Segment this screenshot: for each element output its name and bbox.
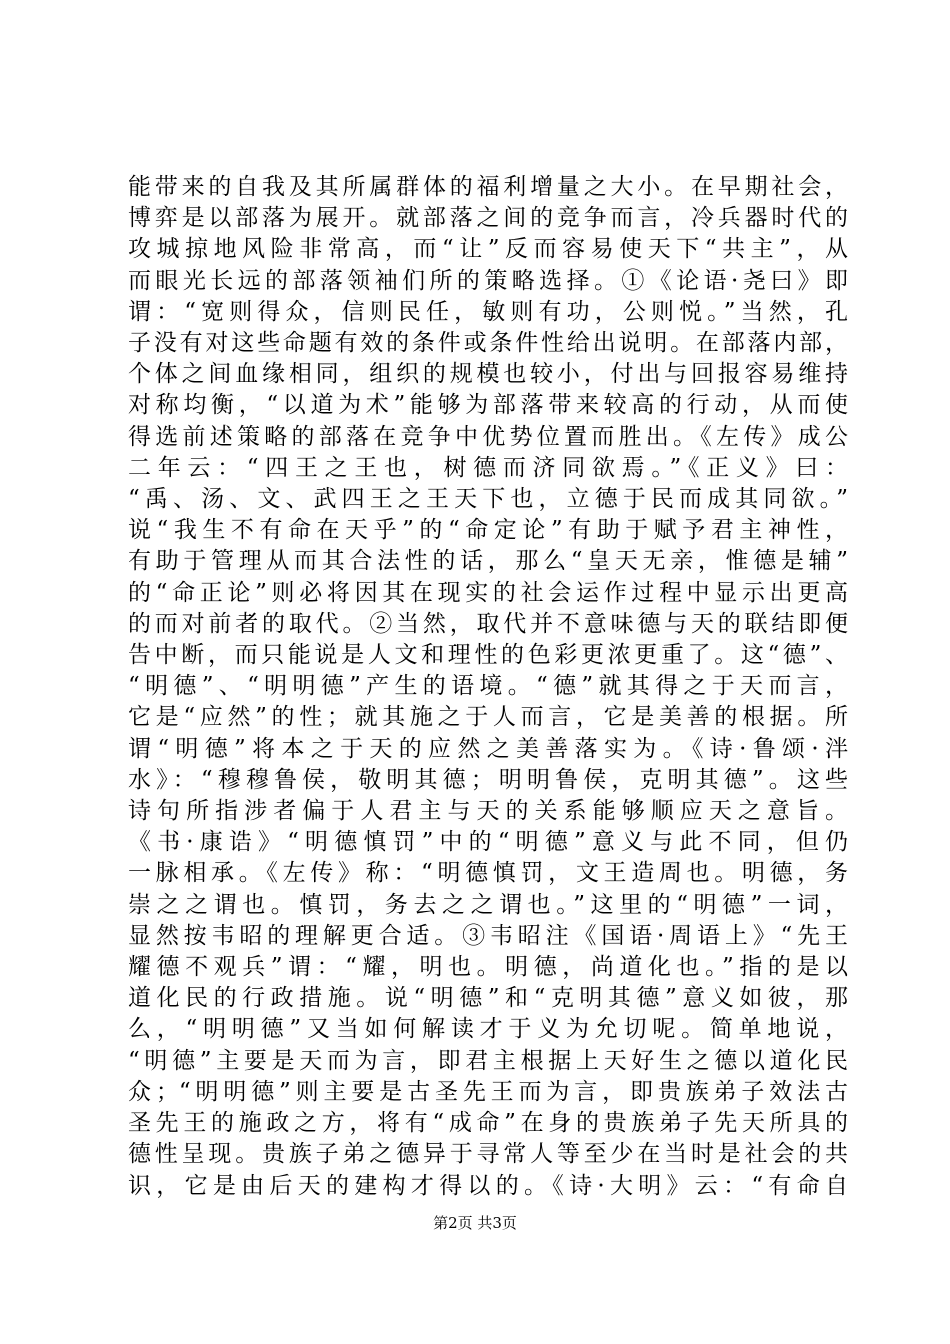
text-line: 水》：“穆穆鲁侯，敬明其德；明明鲁侯，克明其德”。这些 <box>128 766 848 793</box>
text-line: 能带来的自我及其所属群体的福利增量之大小。在早期社会， <box>128 174 848 200</box>
text-line: 个体之间血缘相同，组织的规模也较小，付出与回报容易维持 <box>128 361 848 388</box>
text-line: “明德”、“明明德”产生的语境。“德”就其得之于天而言， <box>128 673 848 700</box>
text-line: 而眼光长远的部落领袖们所的策略选择。①《论语·尧曰》即 <box>128 267 848 294</box>
text-line: 二年云：“四王之王也，树德而济同欲焉。”《正义》曰： <box>128 454 848 481</box>
page-number-label: 第2页 共3页 <box>433 1214 517 1232</box>
text-line: “明德”主要是天而为言，即君主根据上天好生之德以道化民 <box>128 1047 848 1074</box>
text-line: 得选前述策略的部落在竞争中优势位置而胜出。《左传》成公 <box>128 423 848 450</box>
text-line: 攻城掠地风险非常高，而“让”反而容易使天下“共主”，从 <box>128 236 848 263</box>
body-text <box>128 172 848 1202</box>
text-line: 谓：“宽则得众，信则民任，敏则有功，公则悦。”当然，孔 <box>128 298 848 325</box>
text-line: “禹、汤、文、武四王之王天下也，立德于民而成其同欲。” <box>128 486 848 513</box>
text-line: 告中断，而只能说是人文和理性的色彩更浓更重了。这“德”、 <box>128 642 848 669</box>
text-line: 的“命正论”则必将因其在现实的社会运作过程中显示出更高 <box>128 579 848 606</box>
text-line: 识，它是由后天的建构才得以的。《诗·大明》云：“有命自 <box>128 1172 848 1199</box>
text-line: 说“我生不有命在天乎”的“命定论”有助于赋予君主神性， <box>128 517 848 544</box>
text-line: 道化民的行政措施。说“明德”和“克明其德”意义如彼，那 <box>128 985 848 1012</box>
text-line: 子没有对这些命题有效的条件或条件性给出说明。在部落内部， <box>128 330 848 357</box>
text-line: 有助于管理从而其合法性的话，那么“皇天无亲，惟德是辅” <box>128 548 848 575</box>
text-line: 圣先王的施政之方，将有“成命”在身的贵族弟子先天所具的 <box>128 1110 848 1137</box>
text-line: 的而对前者的取代。②当然，取代并不意味德与天的联结即便 <box>128 610 848 637</box>
text-line: 崇之之谓也。慎罚，务去之之谓也。”这里的“明德”一词， <box>128 891 848 918</box>
text-line: 么，“明明德”又当如何解读才于义为允切呢。简单地说， <box>128 1016 848 1043</box>
text-line: 它是“应然”的性；就其施之于人而言，它是美善的根据。所 <box>128 704 848 731</box>
text-line: 博弈是以部落为展开。就部落之间的竞争而言，冷兵器时代的 <box>128 205 848 232</box>
text-line: 谓“明德”将本之于天的应然之美善落实为。《诗·鲁颂·泮 <box>128 735 848 762</box>
text-line: 一脉相承。《左传》称：“明德慎罚，文王造周也。明德，务 <box>128 860 848 887</box>
text-line: 对称均衡，“以道为术”能够为部落带来较高的行动，从而使 <box>128 392 848 419</box>
text-line: 显然按韦昭的理解更合适。③韦昭注《国语·周语上》“先王 <box>128 922 848 949</box>
page-footer <box>0 1213 950 1233</box>
text-line: 德性呈现。贵族子弟之德异于寻常人等至少在当时是社会的共 <box>128 1141 848 1168</box>
text-line: 众；“明明德”则主要是古圣先王而为言，即贵族弟子效法古 <box>128 1078 848 1105</box>
text-line: 《书·康诰》“明德慎罚”中的“明德”意义与此不同，但仍 <box>128 829 848 856</box>
text-line: 诗句所指涉者偏于人君主与天的关系能够顺应天之意旨。 <box>128 798 848 825</box>
text-line: 耀德不观兵”谓：“耀，明也。明德，尚道化也。”指的是以 <box>128 954 848 981</box>
